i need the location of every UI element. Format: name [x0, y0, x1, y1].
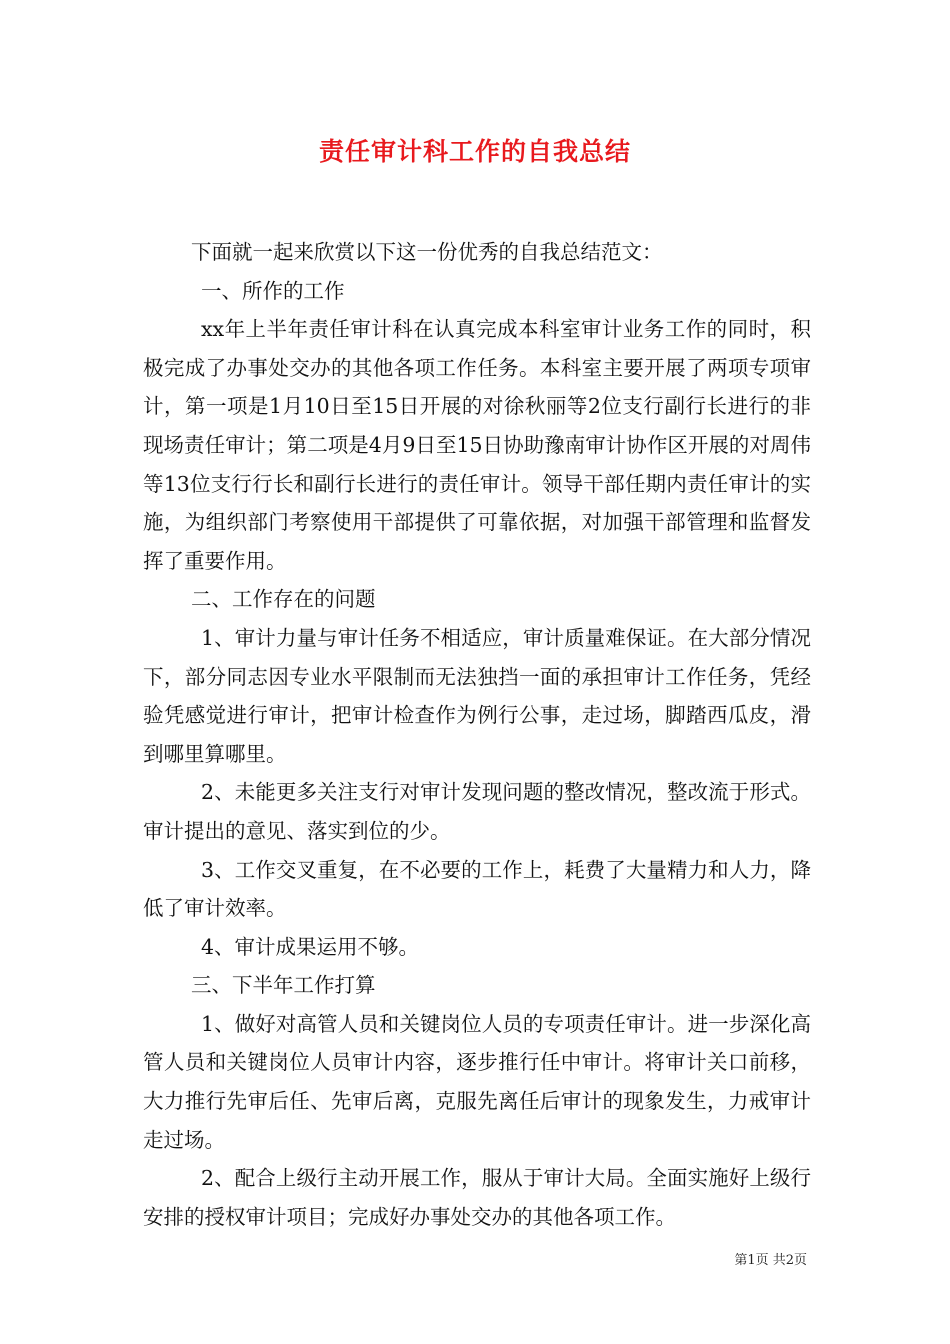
- document-body: [143, 233, 811, 1236]
- heading-section-2: 二、工作存在的问题: [191, 587, 376, 612]
- paragraph-plan-1: 1、做好对高管人员和关键岗位人员的专项责任审计。进一步深化高管人员和关键岗位人员审计内容，逐步推行任中审计。将审计关口前移，大力推行先审后任、先审后离，克服先离任后审计的现象发生，力戒审计走过场。: [143, 1011, 811, 1152]
- paragraph-plan-2: 2、配合上级行主动开展工作，服从于审计大局。全面实施好上级行安排的授权审计项目；完成好办事处交办的其他各项工作。: [143, 1166, 811, 1229]
- heading-section-3: 三、下半年工作打算: [191, 973, 376, 998]
- paragraph-problem-4: 4、审计成果运用不够。: [201, 934, 420, 959]
- paragraph-work-done: xx年上半年责任审计科在认真完成本科室审计业务工作的同时，积极完成了办事处交办的其他各项工作任务。本科室主要开展了两项专项审计，第一项是1月10日至15日开展的对徐秋丽等2位支行副行长进行的非现场责任审计；第二项是4月9日至15日协助豫南审计协作区开展的对周伟等13位支行行长和副行长进行的责任审计。领导干部任期内责任审计的实施，为组织部门考察使用干部提供了可靠依据，对加强干部管理和监督发挥了重要作用。: [143, 317, 811, 573]
- document-title: 责任审计科工作的自我总结: [318, 137, 631, 166]
- paragraph-problem-1: 1、审计力量与审计任务不相适应，审计质量难保证。在大部分情况下，部分同志因专业水平限制而无法独挡一面的承担审计工作任务，凭经验凭感觉进行审计，把审计检查作为例行公事，走过场，脚踏西瓜皮，滑到哪里算哪里。: [143, 625, 811, 766]
- page-number-footer: 第1页 共2页: [734, 1253, 807, 1268]
- paragraph-intro: 下面就一起来欣赏以下这一份优秀的自我总结范文：: [191, 240, 663, 264]
- heading-section-1: 一、所作的工作: [201, 278, 345, 303]
- paragraph-problem-2: 2、未能更多关注支行对审计发现问题的整改情况，整改流于形式。审计提出的意见、落实到位的少。: [143, 780, 811, 843]
- paragraph-problem-3: 3、工作交叉重复，在不必要的工作上，耗费了大量精力和人力，降低了审计效率。: [143, 857, 811, 921]
